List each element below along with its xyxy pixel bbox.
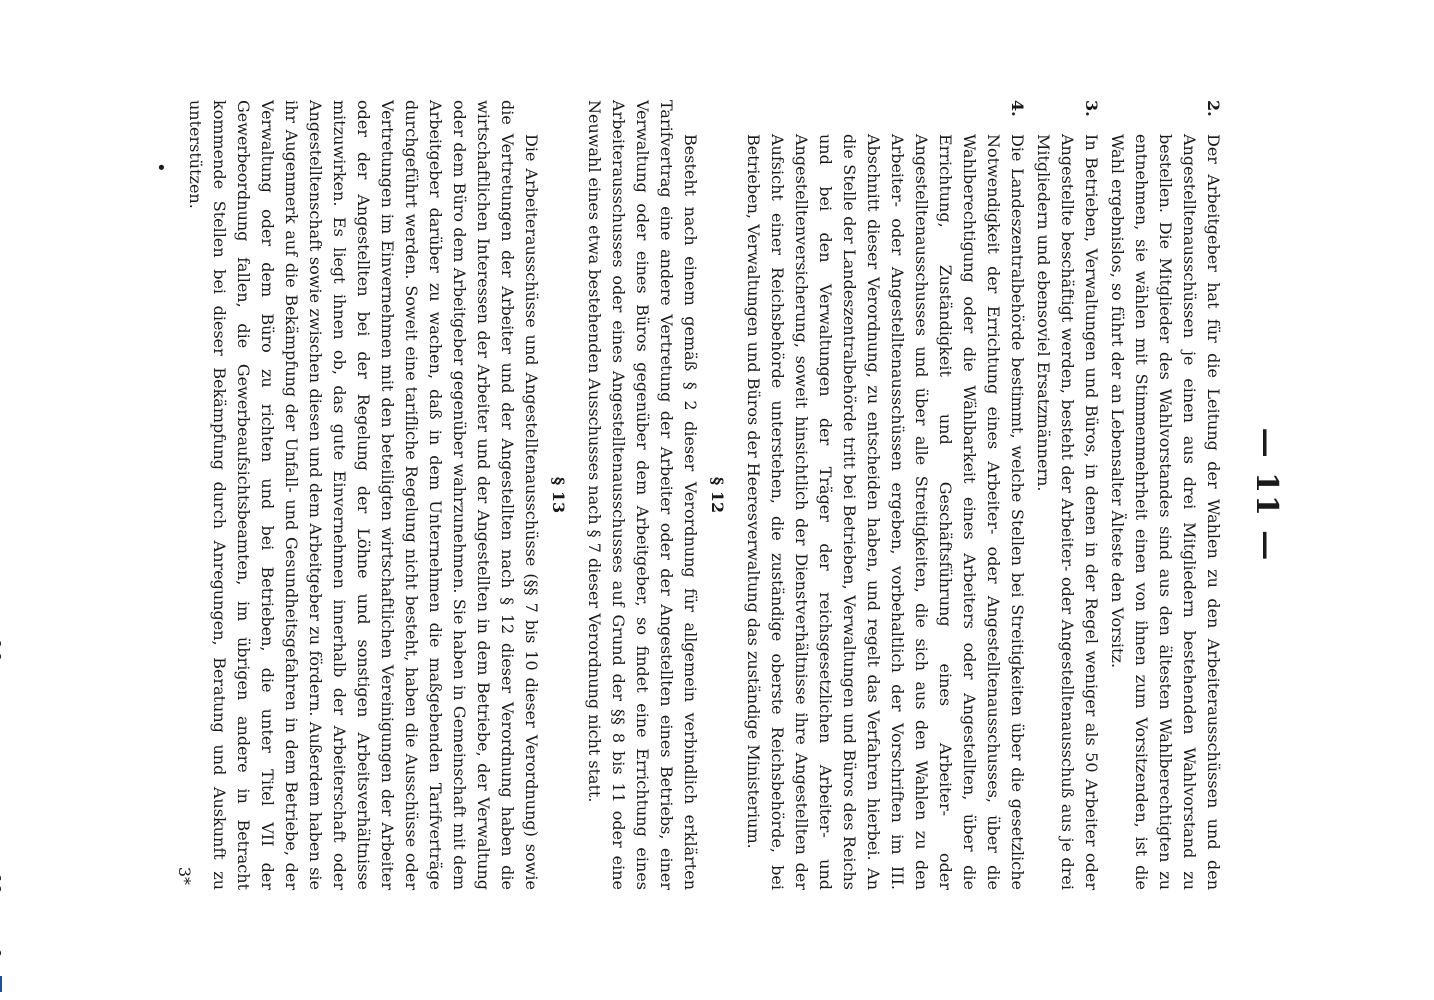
item-number: 2.: [1204, 100, 1223, 117]
page-content: [150, 100, 1284, 890]
page-header: — 11 —: [1249, 427, 1284, 563]
section-paragraph: Besteht nach einem gemäß § 2 dieser Verordnung für allgemein verbindlich erklärten Tarifvertrag eine andere Vertretung der Arbeiter oder der Angestellten eines Betriebs, einer Verwaltung oder eines Büros gegenüber dem Arbeitgeber, so findet eine Errichtung eines Arbeiterausschusses oder eines Angestelltenausschusses auf Grund der §§ 8 bis 11 oder eine Neuwahl eines etwa bestehenden Ausschusses nach § 7 dieser Verordnung nicht statt.: [585, 100, 700, 890]
list-item: [741, 100, 1029, 890]
item-number: 3.: [1082, 100, 1101, 117]
digitization-text: [0, 570, 2, 968]
list-item: [1105, 100, 1225, 890]
ink-dot: •: [150, 162, 171, 173]
digitization-notice: [0, 570, 2, 992]
section-paragraph: Die Arbeiterausschüsse und Angestelltenausschüsse (§§ 7 bis 10 dieser Verordnung) sowie die Vertretungen der Arbeiter und der Angestellten nach § 12 dieser Verordnung haben die wirtschaftlichen Interessen der Arbeiter und der Angestellten in dem Betriebe, der Verwaltung oder dem Büro dem Arbeitgeber gegenüber wahrzunehmen. Sie haben in Gemeinschaft mit dem Arbeitgeber darüber zu wachen, daß in dem Unternehmen die maßgebenden Tarifverträge durchgeführt werden. Soweit eine tarifliche Regelung nicht besteht, haben die Ausschüsse oder Vertretungen im Einvernehmen mit den beteiligten wirtschaftlichen Vereinigungen der Arbeiter oder der Angestellten bei der Regelung der Löhne und sonstigen Arbeitsverhältnisse mitzuwirken. Es liegt ihnen ob, das gute Einvernehmen innerhalb der Arbeiterschaft oder Angestelltenschaft sowie zwischen diesen und dem Arbeitgeber zu fördern. Außerdem haben sie ihr Augenmerk auf die Bekämpfung der Unfall- und Gesundheitsgefahren in dem Betriebe, der Verwaltung oder dem Büro zu richten und bei Betrieben, die unter Titel VII der Gewerbeordnung fallen, die Gewerbeaufsichtsbeamten, im übrigen andere in Betracht kommende Stellen bei dieser Bekämpfung durch Anregungen, Beratung und Auskunft zu unterstützen.: [186, 100, 541, 890]
item-text: Der Arbeitgeber hat für die Leitung der Wahlen zu den Arbeiterausschüssen und den Angestelltenausschüssen je einen aus drei Mitgliedern bestehenden Wahlvorstand zu bestellen. Die Mitglieder des Wahlvorstandes sind aus den ältesten Wahlberechtigten zu entnehmen, sie wählen mit Stimmenmehrheit einen von ihnen zum Vorsitzenden, ist die Wahl ergebnislos, so führt der an Lebensalter Älteste den Vorsitz.: [1108, 134, 1223, 890]
signature-mark: 3*: [175, 866, 194, 885]
dfg-logo-icon: [0, 976, 2, 992]
item-text: Die Landeszentralbehörde bestimmt, welche Stellen bei Streitigkeiten über die gesetzliche Notwendigkeit der Errichtung eines Arbeiter- oder Angestelltenausschusses, über die Wahlberechtigung oder die Wählbarkeit eines Arbeiters oder Angestellten, über die Errichtung, Zuständigkeit und Geschäftsführung eines Arbeiter- oder Angestelltenausschusses und über alle Streitigkeiten, die sich aus den Wahlen zu den Arbeiter- oder Angestelltenausschüssen ergeben, vorbehaltlich der Vorschriften im III. Abschnitt dieser Verordnung, zu entscheiden haben, und regelt das Verfahren hierbei. An die Stelle der Landeszentralbehörde tritt bei Betrieben, Verwaltungen und Büros des Reichs und bei den Verwaltungen der Träger der reichsgesetzlichen Arbeiter- und Angestelltenversicherung, soweit hinsichtlich der Dienstverhältnisse ihre Angestellten der Aufsicht einer Reichsbehörde unterstehen, die zuständige oberste Reichsbehörde, bei Betrieben, Verwaltungen und Büros der Heeresverwaltung das zuständige Ministerium.: [744, 134, 1027, 890]
list-item: [1031, 100, 1103, 890]
section-title: § 13: [549, 476, 568, 514]
item-text: In Betrieben, Verwaltungen und Büros, in denen in der Regel weniger als 50 Arbeiter oder Angestellte beschäftigt werden, besteht der Arbeiter- oder Angestelltenausschuß aus je drei Mitgliedern und ebensoviel Ersatzmännern.: [1034, 134, 1101, 890]
section-title: § 12: [708, 476, 727, 514]
item-number: 4.: [1008, 100, 1027, 117]
